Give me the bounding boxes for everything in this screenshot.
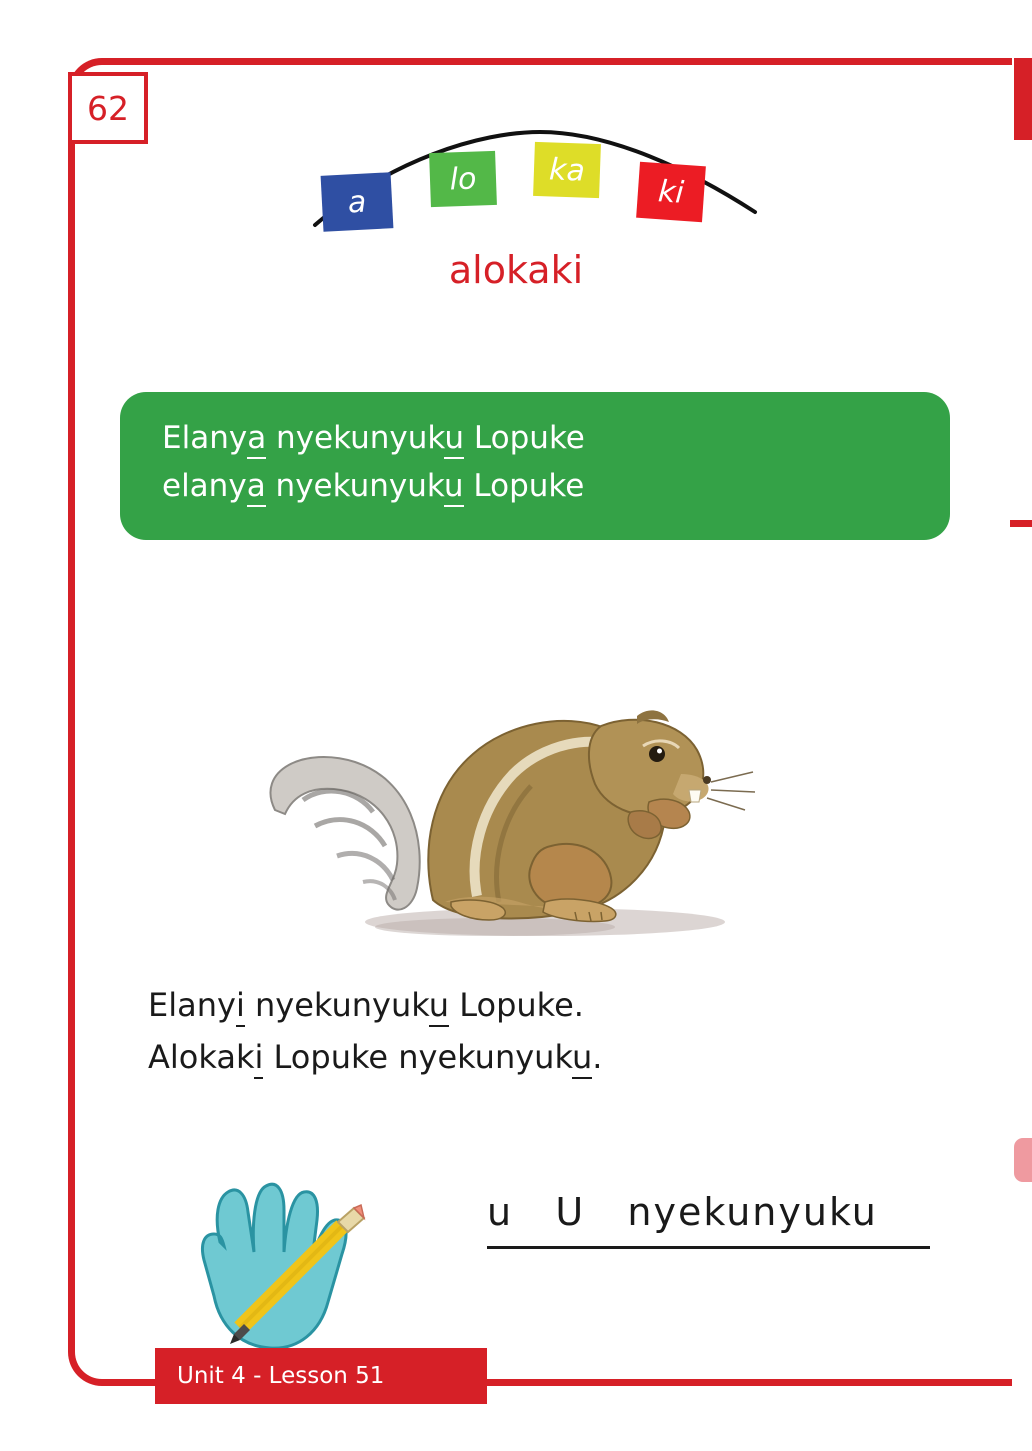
- syllable-flag-a: a: [321, 172, 394, 232]
- green-sentence-line-2: elanya nyekunyuku Lopuke: [162, 462, 950, 510]
- page-number: 62: [87, 88, 129, 128]
- letter-uppercase-u: U: [555, 1190, 586, 1234]
- practice-word: nyekunyuku: [627, 1190, 878, 1234]
- green-sentence-box: [120, 392, 950, 540]
- green-sentence-line-1: Elanya nyekunyuku Lopuke: [162, 414, 950, 462]
- syllable-flag-ka: ka: [533, 142, 601, 198]
- syllable-flag-lo: lo: [429, 151, 497, 207]
- letter-lowercase-u: u: [487, 1190, 514, 1234]
- writing-hand-illustration: [178, 1168, 413, 1363]
- sentence-1: Elanyi nyekunyuku Lopuke.: [148, 980, 928, 1032]
- writing-practice-underline: [487, 1246, 930, 1249]
- reading-sentences: [148, 980, 928, 1084]
- writing-practice-letters: [487, 1190, 937, 1234]
- headword: alokaki: [448, 248, 584, 292]
- page-border-right-tab: [1014, 1138, 1032, 1182]
- footer-lesson-label: Unit 4 - Lesson 51: [177, 1363, 385, 1389]
- page-border-right-dash: [1010, 520, 1032, 527]
- syllable-flag-ki: ki: [636, 162, 706, 222]
- syllable-bunting: [300, 130, 770, 245]
- page-border-right-top-accent: [1014, 58, 1032, 140]
- page-number-box: [68, 72, 148, 144]
- footer-lesson-bar: [155, 1348, 487, 1404]
- hand-with-pencil-icon: [178, 1168, 413, 1363]
- sentence-2: Alokaki Lopuke nyekunyuku.: [148, 1032, 928, 1084]
- squirrel-illustration: [245, 650, 765, 950]
